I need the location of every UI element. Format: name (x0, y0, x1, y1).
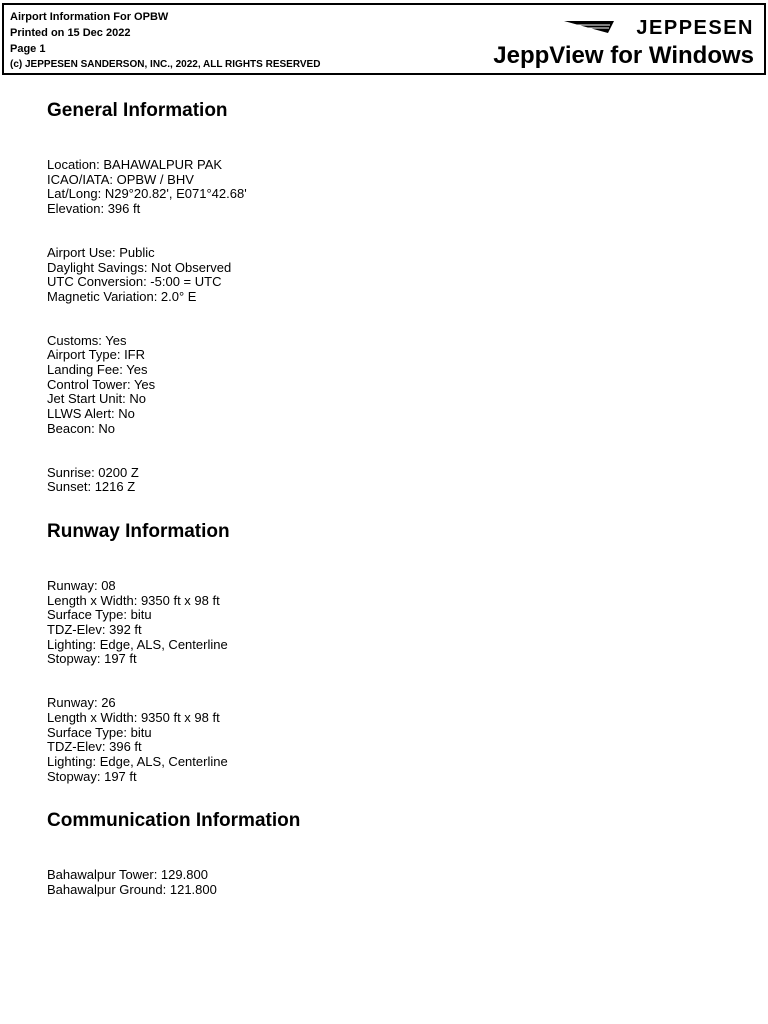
stopway-row: Stopway: 197 ft (47, 768, 137, 784)
communication-information-section (47, 808, 727, 897)
runway-id-row: Runway: 26 (47, 695, 116, 711)
elevation-row: Elevation: 396 ft (47, 201, 141, 217)
jeppesen-swoosh-icon (564, 19, 614, 35)
control-tower-row: Control Tower: Yes (47, 376, 156, 392)
customs-row: Customs: Yes (47, 332, 127, 348)
surface-type-row: Surface Type: bitu (47, 607, 152, 623)
tower-frequency-row: Bahawalpur Tower: 129.800 (47, 867, 208, 883)
llws-alert-row: LLWS Alert: No (47, 406, 135, 422)
landing-fee-row: Landing Fee: Yes (47, 362, 148, 378)
runway-id-row: Runway: 08 (47, 577, 116, 593)
lighting-row: Lighting: Edge, ALS, Centerline (47, 636, 228, 652)
product-name: JeppView for Windows (493, 42, 754, 69)
runway-information-section (47, 519, 727, 784)
icao-iata-row: ICAO/IATA: OPBW / BHV (47, 171, 194, 187)
general-information-section (47, 98, 727, 495)
jet-start-unit-row: Jet Start Unit: No (47, 391, 146, 407)
airport-type-row: Airport Type: IFR (47, 347, 146, 363)
page-number: Page 1 (10, 43, 46, 55)
location-group (47, 158, 727, 217)
utc-conversion-row: UTC Conversion: -5:00 = UTC (47, 274, 222, 290)
print-info (10, 9, 320, 73)
beacon-row: Beacon: No (47, 420, 115, 436)
tdz-elev-row: TDZ-Elev: 392 ft (47, 622, 142, 638)
daylight-savings-row: Daylight Savings: Not Observed (47, 259, 232, 275)
runway-dimensions-row: Length x Width: 9350 ft x 98 ft (47, 709, 220, 725)
frequencies-group (47, 868, 727, 897)
copyright-notice: (c) JEPPESEN SANDERSON, INC., 2022, ALL RIGHTS RESERVED (10, 59, 321, 70)
location-row: Location: BAHAWALPUR PAK (47, 157, 223, 172)
airport-info-title: Airport Information For OPBW (10, 11, 169, 23)
brand-name: JEPPESEN (636, 17, 754, 39)
sunset-row: Sunset: 1216 Z (47, 479, 136, 495)
jeppesen-logo (564, 17, 754, 39)
stopway-row: Stopway: 197 ft (47, 651, 137, 667)
section-title: Communication Information (47, 810, 301, 832)
lighting-row: Lighting: Edge, ALS, Centerline (47, 753, 228, 769)
runway-dimensions-row: Length x Width: 9350 ft x 98 ft (47, 592, 220, 608)
runway-08-group (47, 579, 727, 667)
surface-type-row: Surface Type: bitu (47, 724, 152, 740)
ground-frequency-row: Bahawalpur Ground: 121.800 (47, 882, 217, 898)
tdz-elev-row: TDZ-Elev: 396 ft (47, 739, 142, 755)
airport-use-row: Airport Use: Public (47, 244, 155, 260)
sunrise-row: Sunrise: 0200 Z (47, 464, 139, 480)
section-title: Runway Information (47, 520, 230, 542)
facilities-group (47, 334, 727, 437)
magnetic-variation-row: Magnetic Variation: 2.0° E (47, 288, 197, 304)
lat-long-row: Lat/Long: N29°20.82', E071°42.68' (47, 186, 247, 202)
page-header (2, 3, 766, 75)
sun-times-group (47, 466, 727, 495)
airport-report (47, 98, 727, 927)
usage-group (47, 246, 727, 305)
section-title: General Information (47, 100, 228, 121)
print-date: Printed on 15 Dec 2022 (10, 27, 131, 39)
runway-26-group (47, 696, 727, 784)
